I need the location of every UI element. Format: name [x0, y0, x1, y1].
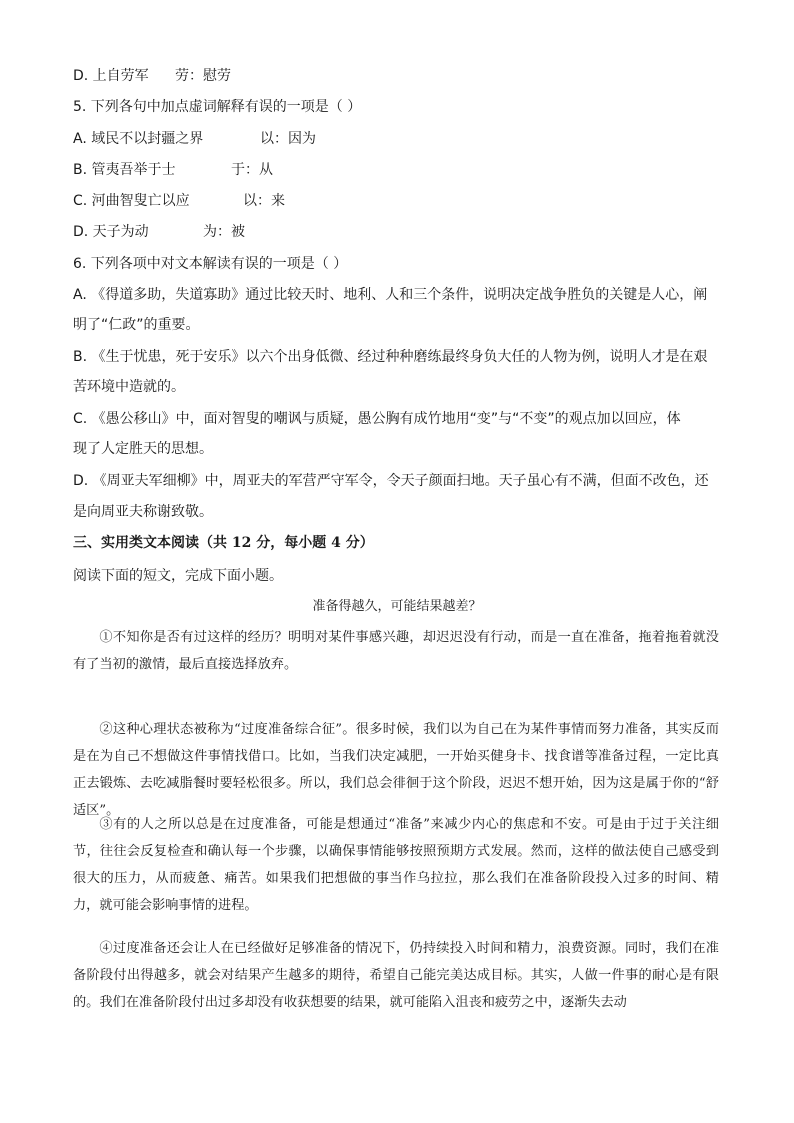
option-text: D. 天子为动 — [73, 224, 149, 240]
article-paragraph-2: ②这种心理状态被称为“过度准备综合征”。很多时候，我们以为自己在为某件事情而努力准备，其实反而是在为自己不想做这件事情找借口。比如，当我们决定减肥，一开始买健身卡、找食谱等准备过程，一定比真正去锻炼、去吃减脂餐时要轻松很多。所以，我们总会徘徊于这个阶段，迟迟不想开始，因为这是属于你的“舒适区”。 — [73, 722, 719, 818]
q6-option-b-line1: B. 《生于忧患，死于安乐》以六个出身低微、经过种种磨练最终身负大任的人物为例，说明人才是在艰 — [73, 349, 708, 365]
q5-option-a — [73, 129, 718, 149]
article-title: 准备得越久，可能结果越差？ — [312, 599, 482, 614]
option-text: A. 域民不以封疆之界 — [73, 131, 204, 147]
q5-option-c — [73, 191, 718, 211]
option-text: B. 管夷吾举于士 — [73, 162, 176, 178]
option-text: C. 河曲智叟亡以应 — [73, 193, 190, 209]
q6-option-d-line2: 是向周亚夫称谢致敬。 — [73, 504, 213, 520]
q5-option-d — [73, 222, 718, 242]
article-paragraph-3: ③有的人之所以总是在过度准备，可能是想通过“准备”来减少内心的焦虑和不安。可是由于过于关注细节，往往会反复检查和确认每一个步骤，以确保事情能够按照预期方式发展。然而，这样的做法使自己感受到很大的压力，从而疲惫、痛苦。如果我们把想做的事当作乌拉拉，那么我们在准备阶段投入过多的时间、精力，就可能会影响事情的进程。 — [73, 817, 719, 913]
option-gloss: 于：从 — [231, 162, 273, 178]
question-6-stem: 6. 下列各项中对文本解读有误的一项是（ ） — [73, 256, 348, 272]
q5-option-b — [73, 160, 718, 180]
option-gloss: 劳：慰劳 — [175, 68, 231, 84]
section-heading: 三、实用类文本阅读（共 12 分，每小题 4 分） — [73, 535, 374, 551]
option-gloss: 为：被 — [203, 224, 245, 240]
option-text: D. 上自劳军 — [73, 68, 149, 84]
article-paragraph-1: ①不知你是否有过这样的经历？明明对某件事感兴趣，却迟迟没有行动，而是一直在准备，拖着拖着就没有了当初的激情，最后直接选择放弃。 — [73, 630, 719, 672]
reading-instruction: 阅读下面的短文，完成下面小题。 — [73, 568, 283, 584]
article-paragraph-4: ④过度准备还会让人在已经做好足够准备的情况下，仍持续投入时间和精力，浪费资源。同时，我们在准备阶段付出得越多，就会对结果产生越多的期待，希望自己能完美达成目标。其实，人做一件事的耐心是有限的。我们在准备阶段付出过多却没有收获想要的结果，就可能陷入沮丧和疲劳之中，逐渐失去动 — [73, 941, 719, 1010]
question-5-stem: 5. 下列各句中加点虚词解释有误的一项是（ ） — [73, 99, 362, 115]
option-gloss: 以：来 — [243, 193, 285, 209]
q6-option-c-line2: 现了人定胜天的思想。 — [73, 441, 213, 457]
q6-option-a-line2: 明了“仁政”的重要。 — [73, 317, 200, 333]
q6-option-d-line1: D. 《周亚夫军细柳》中，周亚夫的军营严守军令，令天子颜面扫地。天子虽心有不满，但面不改色，还 — [73, 473, 709, 489]
q4-option-d — [73, 66, 718, 86]
q6-option-b-line2: 苦环境中造就的。 — [73, 379, 185, 395]
q6-option-c-line1: C. 《愚公移山》中，面对智叟的嘲讽与质疑，愚公胸有成竹地用“变”与“不变”的观点加以回应，体 — [73, 411, 681, 427]
option-gloss: 以：因为 — [260, 131, 316, 147]
q6-option-a-line1: A. 《得道多助，失道寡助》通过比较天时、地利、人和三个条件，说明决定战争胜负的关键是人心，阐 — [73, 287, 708, 303]
